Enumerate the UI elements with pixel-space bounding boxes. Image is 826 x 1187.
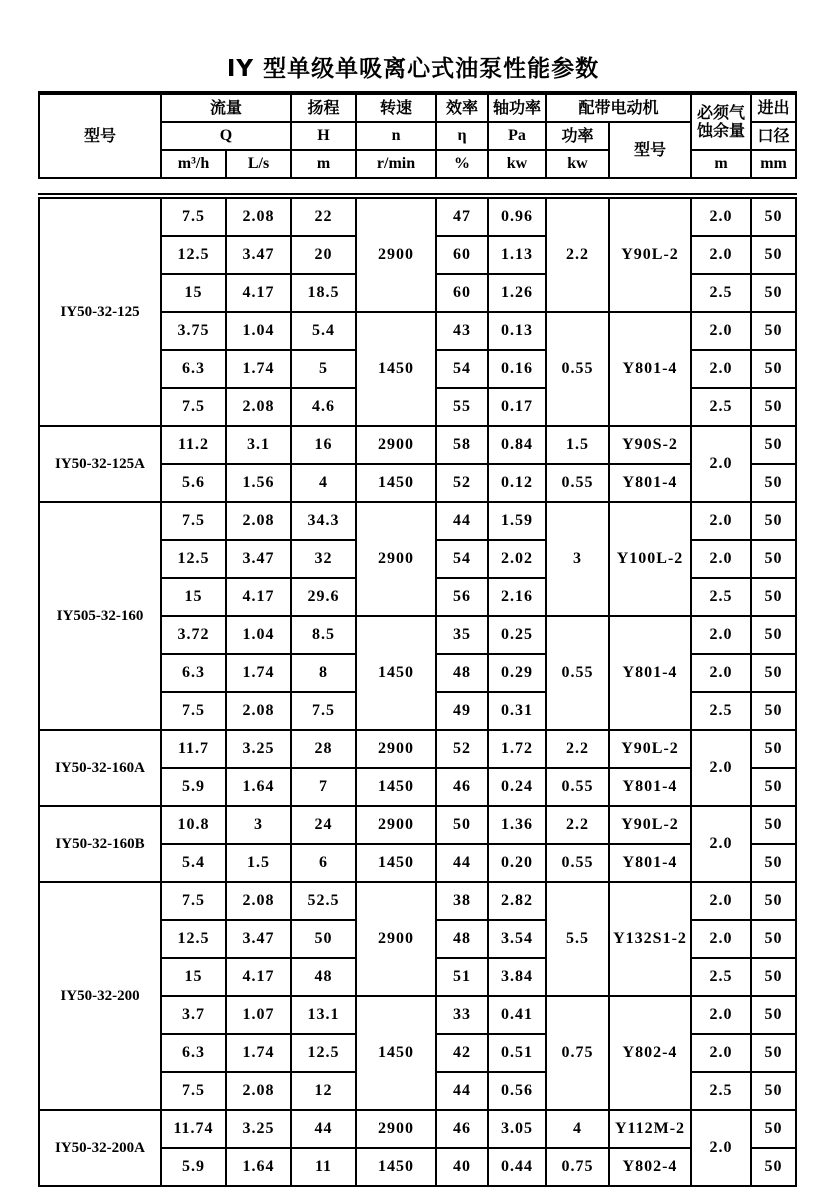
data-cell: Y100L-2 — [609, 502, 691, 616]
data-cell: 52 — [436, 464, 488, 502]
data-cell: 12.5 — [161, 540, 226, 578]
data-cell: 0.20 — [488, 844, 546, 882]
data-cell: 2.08 — [226, 196, 291, 236]
data-cell: 54 — [436, 350, 488, 388]
data-cell: 0.55 — [546, 464, 609, 502]
pump-model-cell: IY50-32-200 — [39, 882, 161, 1110]
header-speed: 转速 — [356, 93, 436, 122]
header-port-line2: 口径 — [751, 122, 796, 150]
data-cell: 2.2 — [546, 806, 609, 844]
data-cell: 2.08 — [226, 1072, 291, 1110]
data-cell: 2900 — [356, 730, 436, 768]
data-cell: 6.3 — [161, 654, 226, 692]
data-cell: 1.74 — [226, 1034, 291, 1072]
header-npsh-unit: m — [691, 150, 751, 178]
data-cell: 1.59 — [488, 502, 546, 540]
data-cell: 55 — [436, 388, 488, 426]
data-cell: 11.74 — [161, 1110, 226, 1148]
data-cell: 5.9 — [161, 768, 226, 806]
data-cell: 2.5 — [691, 958, 751, 996]
data-cell: 7.5 — [161, 388, 226, 426]
data-cell: 1450 — [356, 616, 436, 730]
data-cell: 4.6 — [291, 388, 356, 426]
data-cell: Y801-4 — [609, 844, 691, 882]
data-cell: 0.12 — [488, 464, 546, 502]
header-efficiency: 效率 — [436, 93, 488, 122]
data-cell: 12.5 — [161, 920, 226, 958]
data-cell: 50 — [751, 1110, 796, 1148]
data-cell: 8 — [291, 654, 356, 692]
header-speed-symbol: n — [356, 122, 436, 150]
data-cell: 7.5 — [161, 502, 226, 540]
header-head-unit: m — [291, 150, 356, 178]
data-cell: 50 — [751, 692, 796, 730]
data-cell: 2.0 — [691, 654, 751, 692]
data-cell: 50 — [751, 768, 796, 806]
data-cell: 0.56 — [488, 1072, 546, 1110]
data-cell: 2.2 — [546, 730, 609, 768]
data-cell: 1450 — [356, 464, 436, 502]
pump-model-cell: IY50-32-200A — [39, 1110, 161, 1186]
data-cell: 0.25 — [488, 616, 546, 654]
data-cell: 15 — [161, 958, 226, 996]
data-cell: 49 — [436, 692, 488, 730]
data-cell: 1.07 — [226, 996, 291, 1034]
header-npsh-line2: 蚀余量 — [697, 121, 746, 140]
data-cell: 2900 — [356, 426, 436, 464]
data-cell: 44 — [436, 1072, 488, 1110]
data-cell: 50 — [751, 882, 796, 920]
data-cell: 0.41 — [488, 996, 546, 1034]
data-cell: 2.0 — [691, 426, 751, 502]
data-cell: 50 — [751, 1072, 796, 1110]
data-cell: 18.5 — [291, 274, 356, 312]
data-cell: 50 — [751, 730, 796, 768]
data-cell: 2.0 — [691, 882, 751, 920]
data-cell: Y801-4 — [609, 312, 691, 426]
data-cell: 0.51 — [488, 1034, 546, 1072]
data-cell: 4.17 — [226, 578, 291, 616]
data-cell: 50 — [291, 920, 356, 958]
data-cell: 1450 — [356, 996, 436, 1110]
data-cell: 2.0 — [691, 196, 751, 236]
data-cell: 3 — [226, 806, 291, 844]
data-cell: 2.5 — [691, 692, 751, 730]
data-cell: Y802-4 — [609, 1148, 691, 1186]
data-cell: 48 — [291, 958, 356, 996]
table-row — [39, 806, 796, 844]
data-cell: 1.36 — [488, 806, 546, 844]
data-cell: 35 — [436, 616, 488, 654]
data-cell: 60 — [436, 236, 488, 274]
data-cell: 44 — [291, 1110, 356, 1148]
data-cell: 46 — [436, 768, 488, 806]
data-cell: 1450 — [356, 768, 436, 806]
data-cell: 34.3 — [291, 502, 356, 540]
data-cell: 2.0 — [691, 1110, 751, 1186]
data-cell: 2900 — [356, 806, 436, 844]
data-cell: 50 — [751, 426, 796, 464]
data-cell: 0.75 — [546, 996, 609, 1110]
data-cell: 1450 — [356, 312, 436, 426]
data-cell: 7.5 — [161, 196, 226, 236]
data-cell: 3.47 — [226, 540, 291, 578]
data-cell: 50 — [751, 958, 796, 996]
data-cell: 7 — [291, 768, 356, 806]
data-cell: 3.72 — [161, 616, 226, 654]
header-motor-power-unit: kw — [546, 150, 609, 178]
data-cell: 11 — [291, 1148, 356, 1186]
data-cell: 7.5 — [161, 692, 226, 730]
table-row — [39, 882, 796, 920]
data-cell: 50 — [751, 1034, 796, 1072]
data-cell: 1.13 — [488, 236, 546, 274]
data-cell: 48 — [436, 920, 488, 958]
data-cell: 0.75 — [546, 1148, 609, 1186]
data-cell: 52 — [436, 730, 488, 768]
data-cell: 5 — [291, 350, 356, 388]
data-cell: 6.3 — [161, 350, 226, 388]
table-row — [39, 426, 796, 464]
data-cell: 15 — [161, 274, 226, 312]
data-cell: 11.7 — [161, 730, 226, 768]
data-cell: 7.5 — [161, 1072, 226, 1110]
data-cell: 16 — [291, 426, 356, 464]
data-cell: 3 — [546, 502, 609, 616]
data-cell: 1.26 — [488, 274, 546, 312]
table-row — [39, 196, 796, 236]
data-cell: 4.17 — [226, 274, 291, 312]
data-cell: Y90L-2 — [609, 730, 691, 768]
data-cell: 3.7 — [161, 996, 226, 1034]
data-cell: 0.13 — [488, 312, 546, 350]
data-cell: 51 — [436, 958, 488, 996]
data-cell: 6.3 — [161, 1034, 226, 1072]
header-flow: 流量 — [161, 93, 291, 122]
data-cell: 10.8 — [161, 806, 226, 844]
data-cell: Y801-4 — [609, 616, 691, 730]
data-cell: 50 — [751, 806, 796, 844]
data-cell: 2.0 — [691, 350, 751, 388]
data-cell: 50 — [751, 540, 796, 578]
data-cell: 2.0 — [691, 540, 751, 578]
data-cell: 5.4 — [291, 312, 356, 350]
data-cell: 46 — [436, 1110, 488, 1148]
data-cell: 3.84 — [488, 958, 546, 996]
data-cell: 1.04 — [226, 616, 291, 654]
header-npsh-line1: 必须气 — [697, 102, 746, 122]
header-model: 型号 — [39, 93, 161, 178]
data-cell: 3.75 — [161, 312, 226, 350]
data-cell: 0.44 — [488, 1148, 546, 1186]
data-cell: 32 — [291, 540, 356, 578]
data-cell: 1.64 — [226, 1148, 291, 1186]
data-cell: 2.02 — [488, 540, 546, 578]
data-cell: 2.5 — [691, 1072, 751, 1110]
pump-model-cell: IY50-32-125A — [39, 426, 161, 502]
data-cell: 3.47 — [226, 236, 291, 274]
data-cell: 50 — [751, 350, 796, 388]
data-cell: 50 — [751, 920, 796, 958]
data-cell: Y801-4 — [609, 464, 691, 502]
data-cell: 1450 — [356, 1148, 436, 1186]
data-cell: 2.0 — [691, 996, 751, 1034]
page-title: IY 型单级单吸离心式油泵性能参数 — [226, 56, 600, 82]
data-cell: 12 — [291, 1072, 356, 1110]
header-motor-power: 功率 — [546, 122, 609, 150]
data-cell: 0.55 — [546, 312, 609, 426]
header-flow-unit-ls: L/s — [226, 150, 291, 178]
data-cell: 20 — [291, 236, 356, 274]
data-cell: 28 — [291, 730, 356, 768]
data-cell: 13.1 — [291, 996, 356, 1034]
data-cell: 1.04 — [226, 312, 291, 350]
data-cell: 44 — [436, 502, 488, 540]
data-cell: 2900 — [356, 1110, 436, 1148]
header-speed-unit: r/min — [356, 150, 436, 178]
table-row — [39, 502, 796, 540]
header-table — [38, 91, 797, 179]
data-cell: 3.1 — [226, 426, 291, 464]
data-cell: 3.25 — [226, 1110, 291, 1148]
data-cell: 4 — [546, 1110, 609, 1148]
data-cell: 3.47 — [226, 920, 291, 958]
data-cell: 50 — [751, 844, 796, 882]
data-cell: 4 — [291, 464, 356, 502]
data-cell: 6 — [291, 844, 356, 882]
data-cell: 58 — [436, 426, 488, 464]
data-cell: 2.0 — [691, 236, 751, 274]
data-cell: 2.08 — [226, 388, 291, 426]
data-cell: 50 — [751, 1148, 796, 1186]
data-cell: 0.84 — [488, 426, 546, 464]
data-cell: 0.17 — [488, 388, 546, 426]
data-cell: 42 — [436, 1034, 488, 1072]
header-flow-unit-m3h: m³/h — [161, 150, 226, 178]
data-cell: 2.0 — [691, 1034, 751, 1072]
pump-model-cell: IY50-32-160B — [39, 806, 161, 882]
data-cell: 52.5 — [291, 882, 356, 920]
data-cell: 1.64 — [226, 768, 291, 806]
data-cell: 1.56 — [226, 464, 291, 502]
data-cell: 2.82 — [488, 882, 546, 920]
data-cell: 22 — [291, 196, 356, 236]
pump-model-cell: IY50-32-160A — [39, 730, 161, 806]
data-cell: 5.6 — [161, 464, 226, 502]
data-cell: 2900 — [356, 502, 436, 616]
data-cell: 29.6 — [291, 578, 356, 616]
data-cell: 50 — [751, 236, 796, 274]
header-head-symbol: H — [291, 122, 356, 150]
header-shaft-power-symbol: Pa — [488, 122, 546, 150]
data-cell: 1.5 — [226, 844, 291, 882]
data-cell: 12.5 — [291, 1034, 356, 1072]
data-cell: 0.29 — [488, 654, 546, 692]
data-cell: 60 — [436, 274, 488, 312]
data-cell: 50 — [751, 312, 796, 350]
header-npsh — [691, 93, 751, 150]
data-cell: 0.24 — [488, 768, 546, 806]
pump-model-cell: IY505-32-160 — [39, 502, 161, 730]
data-cell: 50 — [751, 578, 796, 616]
data-cell: Y90L-2 — [609, 806, 691, 844]
data-cell: 0.55 — [546, 616, 609, 730]
data-cell: 50 — [751, 274, 796, 312]
data-cell: 5.9 — [161, 1148, 226, 1186]
data-cell: 1450 — [356, 844, 436, 882]
data-cell: 54 — [436, 540, 488, 578]
data-cell: 12.5 — [161, 236, 226, 274]
data-cell: 50 — [751, 388, 796, 426]
data-cell: 4.17 — [226, 958, 291, 996]
data-cell: Y801-4 — [609, 768, 691, 806]
data-cell: 2.5 — [691, 388, 751, 426]
data-cell: 11.2 — [161, 426, 226, 464]
data-cell: 0.31 — [488, 692, 546, 730]
data-cell: 2900 — [356, 196, 436, 312]
pump-model-cell: IY50-32-125 — [39, 196, 161, 426]
data-cell: 8.5 — [291, 616, 356, 654]
data-cell: 56 — [436, 578, 488, 616]
data-cell: 50 — [751, 502, 796, 540]
data-cell: 1.74 — [226, 350, 291, 388]
data-cell: 3.54 — [488, 920, 546, 958]
header-row-1 — [39, 93, 796, 122]
data-cell: 50 — [751, 464, 796, 502]
data-cell: 0.16 — [488, 350, 546, 388]
header-motor: 配带电动机 — [546, 93, 691, 122]
data-cell: 2.0 — [691, 730, 751, 806]
table-row — [39, 730, 796, 768]
data-cell: 2.08 — [226, 692, 291, 730]
data-cell: 0.96 — [488, 196, 546, 236]
data-cell: Y802-4 — [609, 996, 691, 1110]
header-flow-symbol: Q — [161, 122, 291, 150]
header-head: 扬程 — [291, 93, 356, 122]
header-body — [39, 93, 796, 178]
data-cell: 2.0 — [691, 502, 751, 540]
data-cell: Y132S1-2 — [609, 882, 691, 996]
data-cell: 5.4 — [161, 844, 226, 882]
data-cell: 7.5 — [161, 882, 226, 920]
data-cell: 7.5 — [291, 692, 356, 730]
data-cell: 2900 — [356, 882, 436, 996]
data-cell: 47 — [436, 196, 488, 236]
data-cell: 40 — [436, 1148, 488, 1186]
header-port-line1: 进出 — [751, 93, 796, 122]
data-table — [38, 193, 797, 1187]
data-cell: 0.55 — [546, 844, 609, 882]
data-cell: 2.08 — [226, 882, 291, 920]
data-cell: 50 — [436, 806, 488, 844]
data-cell: 0.55 — [546, 768, 609, 806]
header-efficiency-symbol: η — [436, 122, 488, 150]
header-port-unit: mm — [751, 150, 796, 178]
header-shaft-power: 轴功率 — [488, 93, 546, 122]
data-cell: Y90L-2 — [609, 196, 691, 312]
data-cell: Y90S-2 — [609, 426, 691, 464]
header-efficiency-unit: % — [436, 150, 488, 178]
data-table-body — [39, 196, 796, 1186]
data-cell: 48 — [436, 654, 488, 692]
data-cell: 2.16 — [488, 578, 546, 616]
data-cell: 15 — [161, 578, 226, 616]
data-cell: 43 — [436, 312, 488, 350]
data-cell: 2.5 — [691, 274, 751, 312]
data-cell: 5.5 — [546, 882, 609, 996]
data-cell: 2.2 — [546, 196, 609, 312]
data-cell: 2.0 — [691, 616, 751, 654]
data-cell: 1.5 — [546, 426, 609, 464]
data-cell: 3.05 — [488, 1110, 546, 1148]
data-cell: 50 — [751, 196, 796, 236]
data-cell: 2.0 — [691, 806, 751, 882]
data-cell: 50 — [751, 616, 796, 654]
data-cell: 1.72 — [488, 730, 546, 768]
data-cell: 50 — [751, 996, 796, 1034]
data-cell: 50 — [751, 654, 796, 692]
data-cell: 38 — [436, 882, 488, 920]
header-shaft-power-unit: kw — [488, 150, 546, 178]
data-cell: 2.08 — [226, 502, 291, 540]
table-row — [39, 1110, 796, 1148]
data-cell: Y112M-2 — [609, 1110, 691, 1148]
data-cell: 2.5 — [691, 578, 751, 616]
data-cell: 33 — [436, 996, 488, 1034]
data-cell: 1.74 — [226, 654, 291, 692]
data-cell: 24 — [291, 806, 356, 844]
data-cell: 2.0 — [691, 920, 751, 958]
data-cell: 3.25 — [226, 730, 291, 768]
data-cell: 44 — [436, 844, 488, 882]
data-cell: 2.0 — [691, 312, 751, 350]
header-motor-model: 型号 — [609, 122, 691, 178]
